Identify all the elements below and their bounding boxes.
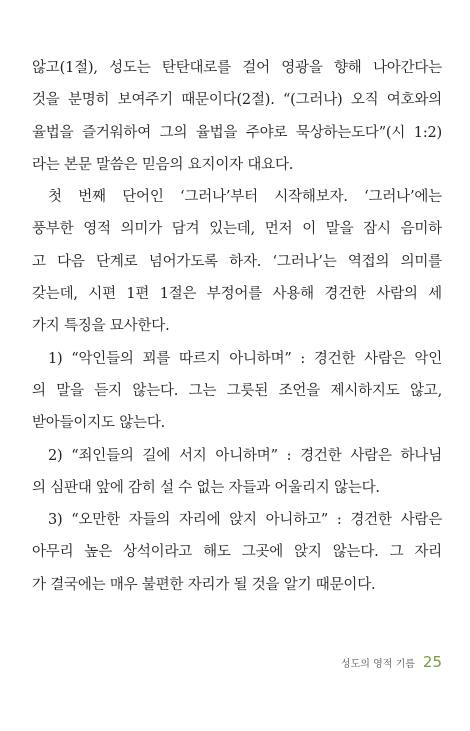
text-line: 아무리 높은 상석이라고 해도 그곳에 앉지 않는다. 그 자리 xyxy=(32,544,442,561)
text-line: 고 다음 단계로 넘어가도록 하자. ‘그러나’는 역접의 의미를 xyxy=(32,253,442,270)
text-line: 풍부한 영적 의미가 담겨 있는데, 먼저 이 말을 잠시 음미하 xyxy=(32,221,442,238)
text-line: 1) “악인들의 꾀를 따르지 아니하며” : 경건한 사람은 악인 xyxy=(48,350,442,367)
page-number: 25 xyxy=(422,653,442,671)
text-line: 갖는데, 시편 1편 1절은 부정어를 사용해 경건한 사람의 세 xyxy=(32,286,442,303)
page-body-text xyxy=(32,52,442,601)
text-line: 받아들이지도 않는다. xyxy=(32,415,166,432)
text-line: 3) “오만한 자들의 자리에 앉지 아니하고” : 경건한 사람은 xyxy=(48,512,442,529)
text-line: 2) “죄인들의 길에 서지 아니하며” : 경건한 사람은 하나님 xyxy=(48,447,442,464)
text-line: 가 결국에는 매우 불편한 자리가 될 것을 알기 때문이다. xyxy=(32,576,376,593)
text-line: 가지 특징을 묘사한다. xyxy=(32,318,170,335)
text-line: 라는 본문 말씀은 믿음의 요지이자 대요다. xyxy=(32,156,294,173)
text-line: 것을 분명히 보여주기 때문이다(2절). “(그러나) 오직 여호와의 xyxy=(32,92,442,109)
text-line: 않고(1절), 성도는 탄탄대로를 걸어 영광을 향해 나아간다는 xyxy=(32,60,442,76)
text-line: 율법을 즐거워하여 그의 율법을 주야로 묵상하는도다”(시 1:2) xyxy=(32,124,442,141)
text-line: 의 심판대 앞에 감히 설 수 없는 자들과 어울리지 않는다. xyxy=(32,479,380,496)
page-footer xyxy=(341,653,442,671)
running-footer-title: 성도의 영적 기름 xyxy=(340,659,415,670)
text-line: 첫 번째 단어인 ‘그러나’부터 시작해보자. ‘그러나’에는 xyxy=(48,189,442,206)
text-line: 의 말을 듣지 않는다. 그는 그릇된 조언을 제시하지도 않고, xyxy=(32,382,442,399)
